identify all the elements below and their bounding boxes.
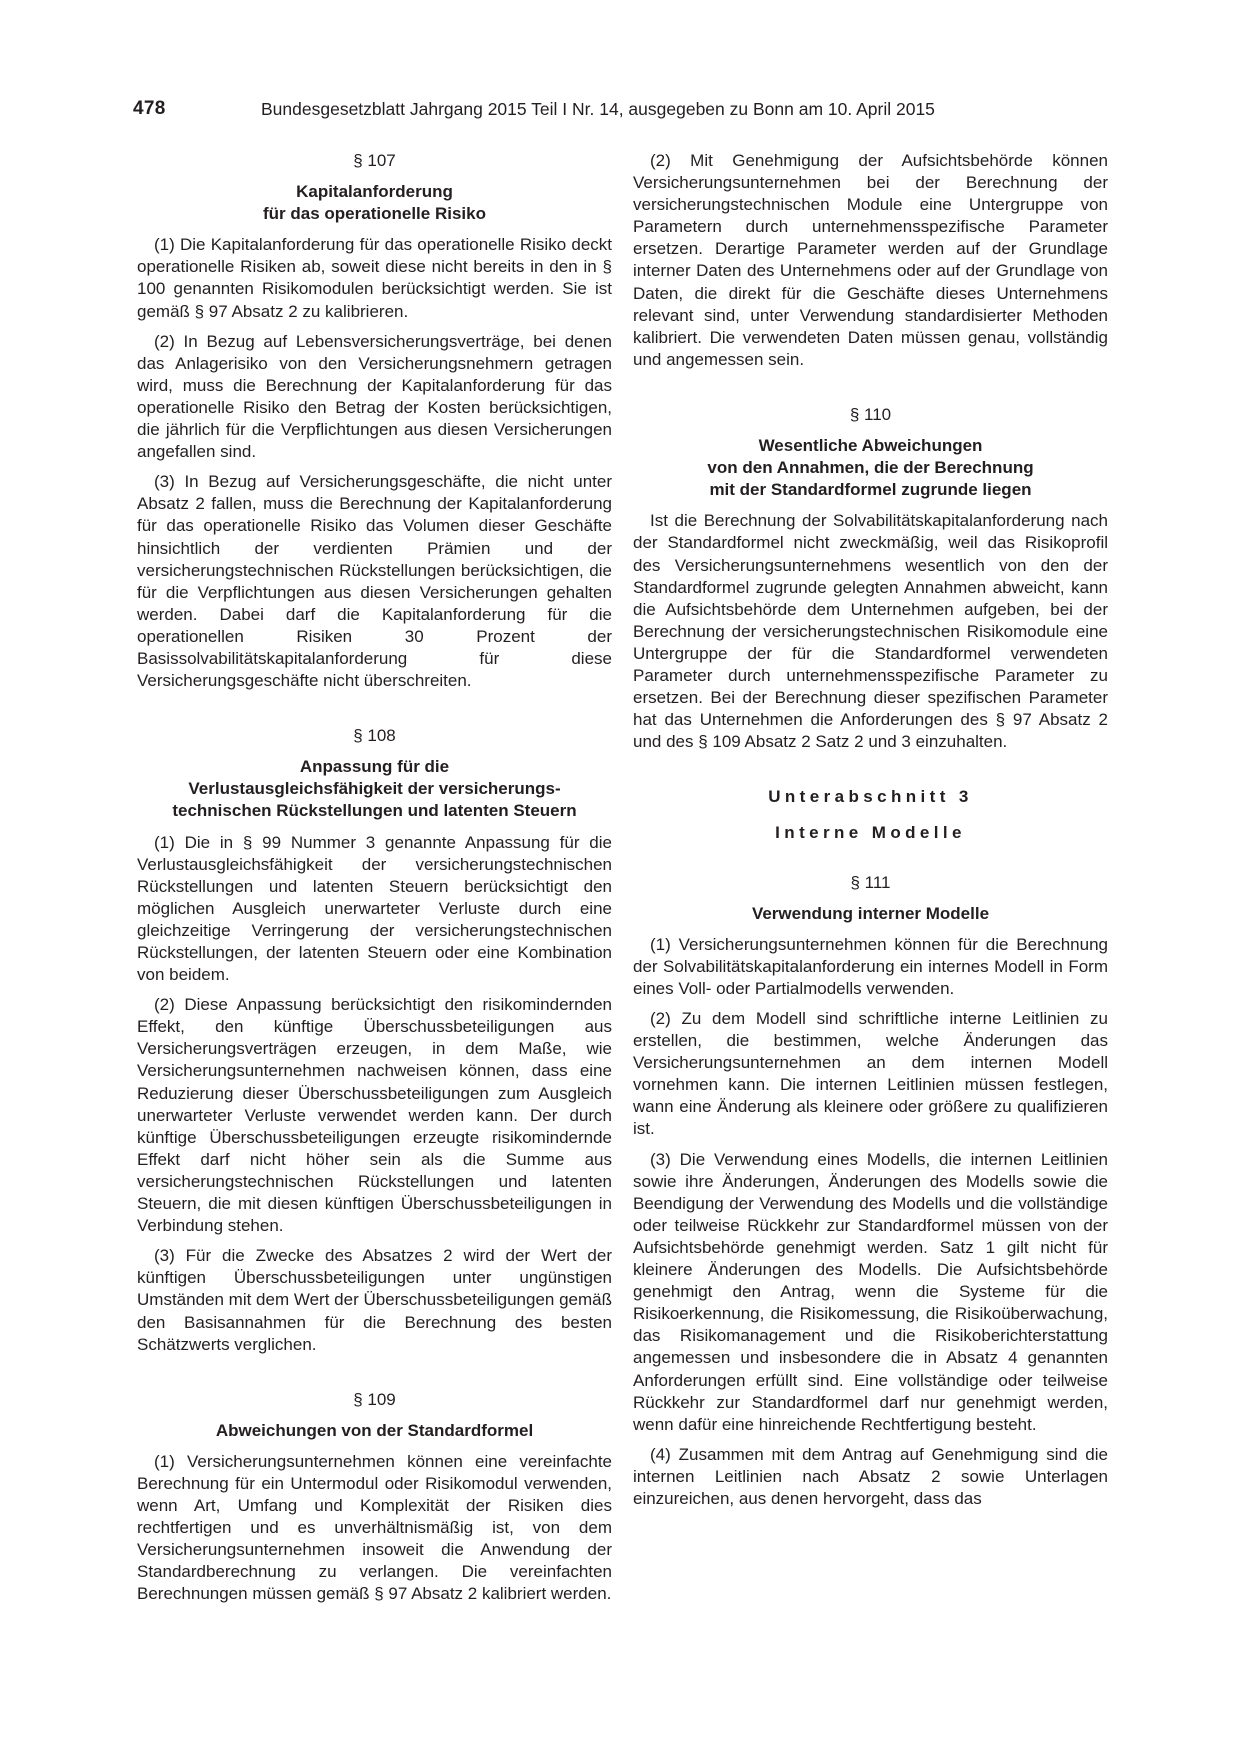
section-109-continued — [633, 150, 1108, 371]
title-line: mit der Standardformel zugrunde liegen — [709, 480, 1032, 500]
title-line: Verwendung interner Modelle — [751, 903, 990, 923]
title-line: Wesentliche Abweichungen — [758, 436, 983, 456]
section-107 — [137, 150, 612, 692]
title-line: von den Annahmen, die der Berechnung — [707, 458, 1034, 478]
paragraph: (4) Zusammen mit dem Antrag auf Genehmigung sind die internen Leitlinien nach Absatz 2 sowie Unterlagen einzureichen, aus denen hervorgeht, dass das — [633, 1444, 1108, 1508]
section-110 — [633, 404, 1108, 753]
section-number: § 107 — [353, 151, 396, 170]
title-line: Kapitalanforderung — [296, 182, 453, 202]
section-title — [137, 756, 612, 822]
section-number: § 110 — [849, 404, 892, 424]
title-line: technischen Rückstellungen und latenten Steuern — [172, 801, 577, 821]
paragraph: (2) Mit Genehmigung der Aufsichtsbehörde können Versicherungsunternehmen bei der Berechnung der versicherungstechnischen Module eine Untergruppe von Parametern durch unternehmensspezifische Parameter ersetzen. Derartige Parameter werden auf der Grundlage interner Daten des Unternehmens oder auf der Grundlage von Daten, die direkt für die Geschäfte dieses Unternehmens relevant sind, unter Verwendung standardisierter Methoden kalibriert. Die verwendeten Daten müssen genau, vollständig und angemessen sein. — [633, 151, 1108, 369]
paragraph: (2) Zu dem Modell sind schriftliche interne Leitlinien zu erstellen, die bestimmen, welche Änderungen das Versicherungsunternehmen an dem internen Modell vornehmen kann. Die internen Leitlinien müssen festlegen, wann eine Änderung als kleinere oder größere zu qualifizieren ist. — [633, 1009, 1108, 1139]
paragraph: (1) Die Kapitalanforderung für das operationelle Risiko deckt operationelle Risiken ab, soweit diese nicht bereits in den in § 100 genannten Risikomodulen berücksichtigt werden. Sie ist gemäß § 97 Absatz 2 zu kalibrieren. — [137, 235, 612, 321]
right-column — [633, 150, 1108, 1543]
paragraph: (1) Versicherungsunternehmen können für die Berechnung der Solvabilitätskapitalanforderung ein internes Modell in Form eines Voll- oder Partialmodells verwenden. — [633, 934, 1108, 998]
title-line: für das operationelle Risiko — [263, 204, 486, 224]
section-title — [633, 435, 1108, 501]
section-111 — [633, 872, 1108, 1511]
paragraph: (3) Die Verwendung eines Modells, die internen Leitlinien sowie ihre Änderungen, Änderungen des Modells sowie die Beendigung der Verwendung des Modells und die vollständige oder teilweise Rückkehr zur Standardformel müssen von der Aufsichtsbehörde genehmigt werden. Satz 1 gilt nicht für kleinere Änderungen des Modells. Die Aufsichtsbehörde genehmigt den Antrag, wenn die Systeme für die Risikoerkennung, die Risikomessung, die Risikoüberwachung, das Risikomanagement und die Risikoberichterstattung angemessen und insbesondere die in Absatz 4 genannten Anforderungen erfüllt sind. Eine vollständige oder teilweise Rückkehr zur Standardformel darf nur genehmigt werden, wenn dafür eine hinreichende Rechtfertigung besteht. — [633, 1149, 1108, 1434]
section-number: § 111 — [850, 872, 891, 892]
left-column — [137, 150, 612, 1639]
section-title — [633, 903, 1108, 925]
section-number: § 109 — [353, 1389, 396, 1409]
title-line: Abweichungen von der Standardformel — [215, 1420, 534, 1440]
paragraph: (3) In Bezug auf Versicherungsgeschäfte, die nicht unter Absatz 2 fallen, muss die Berechnung der Kapitalanforderung für das operationelle Risiko das Volumen dieser Geschäfte hinsichtlich der verdienten Prämien und der versicherungstechnischen Rückstellungen berücksichtigen, die für die Verpflichtungen aus diesen Versicherungen gehalten werden. Dabei darf die Kapitalanforderung für die operationellen Risiken 30 Prozent der Basissolvabilitätskapitalanforderung für diese Versicherungsgeschäfte nicht überschreiten. — [137, 472, 612, 691]
paragraph: (2) Diese Anpassung berücksichtigt den risikomindernden Effekt, den künftige Überschussbeteiligungen aus Versicherungsverträgen erzeugen, in dem Maße, wie Versicherungsunternehmen nachweisen können, dass eine Reduzierung dieser Überschussbeteiligungen zum Ausgleich unerwarteter Verluste verwendet werden kann. Der durch künftige Überschussbeteiligungen erzeugte risikomindernde Effekt darf nicht höher sein als die Summe aus versicherungstechnischen Rückstellungen und latenten Steuern, die mit diesen künftigen Überschussbeteiligungen in Verbindung stehen. — [137, 995, 612, 1236]
subsection-title: Interne Modelle — [775, 823, 966, 843]
section-108 — [137, 725, 612, 1356]
paragraph: (1) Die in § 99 Nummer 3 genannte Anpassung für die Verlustausgleichsfähigkeit der versicherungstechnischen Rückstellungen und latenten Steuern berücksichtigt den möglichen Ausgleich unerwarteter Verluste durch eine gleichzeitige Verringerung der versicherungstechnischen Rückstellungen, der latenten Steuern oder eine Kombination von beidem. — [137, 832, 612, 985]
paragraph: (3) Für die Zwecke des Absatzes 2 wird der Wert der künftigen Überschussbeteiligungen unter ungünstigen Umständen mit dem Wert der Überschussbeteiligungen gemäß den Basisannahmen für die Berechnung des besten Schätzwerts verglichen. — [137, 1246, 612, 1354]
title-line: Verlustausgleichsfähigkeit der versicherungs- — [188, 779, 561, 799]
section-number: § 108 — [353, 726, 396, 746]
section-title — [137, 181, 612, 225]
paragraph: (2) In Bezug auf Lebensversicherungsverträge, bei denen das Anlagerisiko von den Versicherungsnehmern getragen wird, muss die Berechnung der Kapitalanforderung für das operationelle Risiko den Betrag der Kosten berücksichtigen, die jährlich für die Verpflichtungen aus diesen Versicherungen angefallen sind. — [137, 331, 612, 462]
subsection-label: Unterabschnitt 3 — [768, 787, 973, 807]
running-head: Bundesgesetzblatt Jahrgang 2015 Teil I Nr. 14, ausgegeben zu Bonn am 10. April 2015 — [261, 99, 935, 119]
paragraph: (1) Versicherungsunternehmen können eine vereinfachte Berechnung für ein Untermodul oder Risikomodul verwenden, wenn Art, Umfang und Komplexität der Risiken dies rechtfertigen und es unverhältnismäßig ist, von dem Versicherungsunternehmen insoweit die Anwendung der Standardberechnung zu verlangen. Die vereinfachten Berechnungen müssen gemäß § 97 Absatz 2 kalibriert werden. — [137, 1451, 612, 1604]
paragraph: Ist die Berechnung der Solvabilitätskapitalanforderung nach der Standardformel nicht zweckmäßig, weil das Risikoprofil des Versicherungsunternehmens wesentlich von den der Standardformel zugrunde gelegten Annahmen abweicht, kann die Aufsichtsbehörde dem Unternehmen aufgeben, bei der Berechnung der versicherungstechnischen Risikomodule eine Untergruppe der für die Standardformel verwendeten Parameter durch unternehmensspezifische Parameter zu ersetzen. Bei der Berechnung dieser spezifischen Parameter hat das Unternehmen die Anforderungen des § 97 Absatz 2 und des § 109 Absatz 2 Satz 2 und 3 einzuhalten. — [633, 511, 1108, 752]
title-line: Anpassung für die — [299, 757, 450, 777]
page-number: 478 — [133, 98, 166, 119]
section-109 — [137, 1389, 612, 1606]
page-header — [133, 98, 1108, 126]
section-title — [137, 1420, 612, 1442]
